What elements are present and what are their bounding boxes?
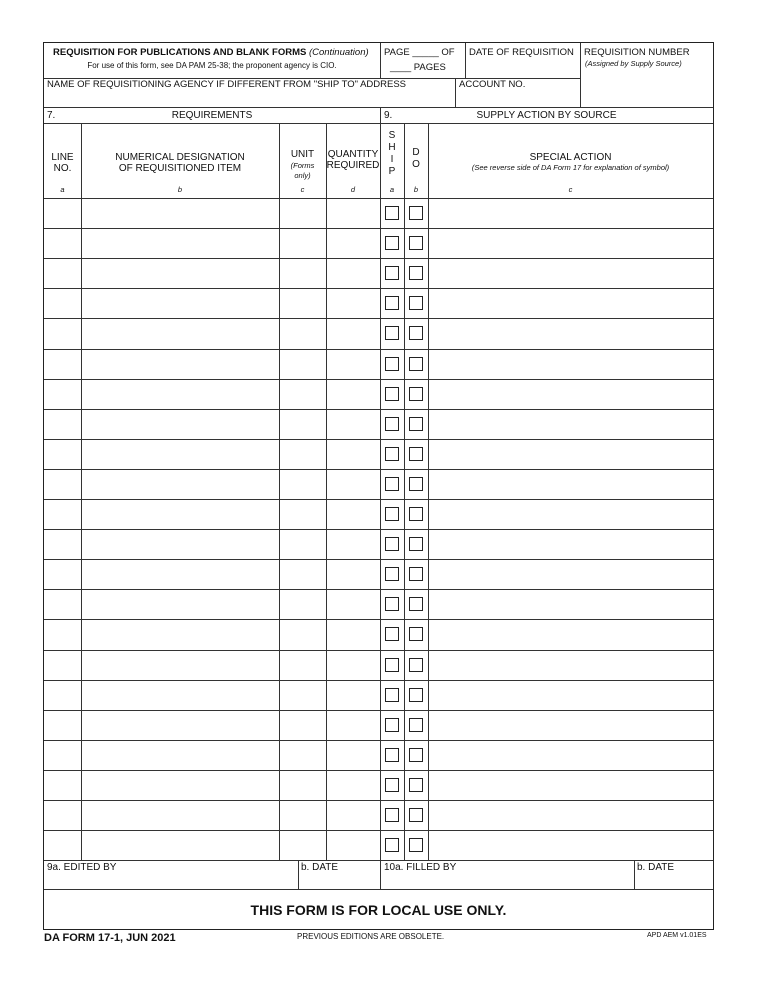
quantity-field[interactable] — [327, 471, 379, 497]
do-checkbox[interactable] — [409, 326, 423, 340]
do-checkbox[interactable] — [409, 387, 423, 401]
requisition-number-note: (Assigned by Supply Source) — [585, 59, 682, 68]
edited-date-label: b. DATE — [301, 862, 339, 873]
do-checkbox[interactable] — [409, 477, 423, 491]
unit-field[interactable] — [280, 200, 325, 226]
line-no-field[interactable] — [45, 290, 80, 316]
quantity-field[interactable] — [327, 441, 379, 467]
section-7-number: 7. — [47, 110, 56, 121]
table-row — [44, 258, 713, 288]
unit-field[interactable] — [280, 712, 325, 738]
special-action-field[interactable] — [429, 652, 712, 678]
table-row — [44, 559, 713, 589]
edited-date-field[interactable] — [299, 874, 379, 888]
do-checkbox[interactable] — [409, 567, 423, 581]
requisition-form — [43, 42, 714, 930]
ship-checkbox[interactable] — [385, 206, 399, 220]
quantity-field[interactable] — [327, 802, 379, 828]
special-action-field[interactable] — [429, 381, 712, 407]
ship-checkbox[interactable] — [385, 688, 399, 702]
item-designation-field[interactable] — [82, 351, 278, 377]
quantity-field[interactable] — [327, 200, 379, 226]
unit-field[interactable] — [280, 351, 325, 377]
item-designation-field[interactable] — [82, 381, 278, 407]
col-special-action-header: SPECIAL ACTION — [529, 152, 612, 163]
line-no-field[interactable] — [45, 260, 80, 286]
item-designation-field[interactable] — [82, 320, 278, 346]
line-no-field[interactable] — [45, 471, 80, 497]
item-designation-field[interactable] — [82, 802, 278, 828]
do-checkbox[interactable] — [409, 718, 423, 732]
quantity-field[interactable] — [327, 652, 379, 678]
col-letter-c: c — [300, 185, 305, 194]
col-special-action-note: (See reverse side of DA Form 17 for explanation of symbol) — [471, 163, 670, 172]
do-checkbox[interactable] — [409, 507, 423, 521]
ship-checkbox[interactable] — [385, 597, 399, 611]
special-action-field[interactable] — [429, 531, 712, 557]
quantity-field[interactable] — [327, 591, 379, 617]
special-action-field[interactable] — [429, 260, 712, 286]
item-designation-field[interactable] — [82, 531, 278, 557]
item-designation-field[interactable] — [82, 682, 278, 708]
unit-field[interactable] — [280, 742, 325, 768]
unit-field[interactable] — [280, 832, 325, 858]
ship-checkbox[interactable] — [385, 658, 399, 672]
line-no-field[interactable] — [45, 441, 80, 467]
item-designation-field[interactable] — [82, 200, 278, 226]
quantity-field[interactable] — [327, 742, 379, 768]
col-ship-header: S H I P — [388, 130, 396, 177]
quantity-field[interactable] — [327, 712, 379, 738]
line-no-field[interactable] — [45, 351, 80, 377]
special-action-field[interactable] — [429, 682, 712, 708]
col-letter-a: a — [60, 185, 65, 194]
obsolete-note: PREVIOUS EDITIONS ARE OBSOLETE. — [297, 932, 445, 941]
ship-checkbox[interactable] — [385, 838, 399, 852]
ship-checkbox[interactable] — [385, 567, 399, 581]
table-row — [44, 710, 713, 740]
col-line-header: LINE NO. — [51, 152, 74, 174]
quantity-field[interactable] — [327, 621, 379, 647]
do-checkbox[interactable] — [409, 688, 423, 702]
line-no-field[interactable] — [45, 652, 80, 678]
line-no-field[interactable] — [45, 591, 80, 617]
table-row — [44, 469, 713, 499]
special-action-field[interactable] — [429, 742, 712, 768]
filled-by-label: 10a. FILLED BY — [384, 862, 457, 873]
unit-field[interactable] — [280, 471, 325, 497]
ship-checkbox[interactable] — [385, 266, 399, 280]
agency-field[interactable] — [45, 91, 454, 106]
do-checkbox[interactable] — [409, 808, 423, 822]
table-row — [44, 349, 713, 379]
line-no-field[interactable] — [45, 712, 80, 738]
table-row — [44, 288, 713, 318]
table-row — [44, 379, 713, 409]
edited-by-field[interactable] — [45, 874, 297, 888]
special-action-field[interactable] — [429, 351, 712, 377]
filled-date-label: b. DATE — [637, 862, 675, 873]
col-designation-header: NUMERICAL DESIGNATION OF REQUISITIONED ITEM — [115, 152, 245, 174]
special-action-field[interactable] — [429, 471, 712, 497]
item-designation-field[interactable] — [82, 230, 278, 256]
unit-field[interactable] — [280, 621, 325, 647]
line-no-field[interactable] — [45, 742, 80, 768]
unit-field[interactable] — [280, 802, 325, 828]
table-row — [44, 529, 713, 559]
edited-by-label: 9a. EDITED BY — [47, 862, 117, 873]
ship-checkbox[interactable] — [385, 778, 399, 792]
ship-checkbox[interactable] — [385, 296, 399, 310]
agency-label: NAME OF REQUISITIONING AGENCY IF DIFFERENT FROM "SHIP TO" ADDRESS — [47, 79, 407, 90]
special-action-field[interactable] — [429, 621, 712, 647]
table-row — [44, 680, 713, 710]
do-checkbox[interactable] — [409, 236, 423, 250]
line-no-field[interactable] — [45, 411, 80, 437]
item-designation-field[interactable] — [82, 652, 278, 678]
table-row — [44, 439, 713, 469]
quantity-field[interactable] — [327, 682, 379, 708]
line-no-field[interactable] — [45, 561, 80, 587]
item-designation-field[interactable] — [82, 621, 278, 647]
quantity-field[interactable] — [327, 411, 379, 437]
do-checkbox[interactable] — [409, 748, 423, 762]
form-subtitle: For use of this form, see DA PAM 25-38; the proponent agency is CIO. — [87, 61, 337, 70]
section-9-title: SUPPLY ACTION BY SOURCE — [476, 110, 617, 121]
quantity-field[interactable] — [327, 381, 379, 407]
item-designation-field[interactable] — [82, 772, 278, 798]
ship-checkbox[interactable] — [385, 507, 399, 521]
col-do-header: D O — [412, 147, 420, 170]
ship-checkbox[interactable] — [385, 236, 399, 250]
date-of-requisition-field[interactable] — [466, 60, 580, 77]
unit-field[interactable] — [280, 290, 325, 316]
line-no-field[interactable] — [45, 682, 80, 708]
table-row — [44, 830, 713, 860]
filled-by-field[interactable] — [381, 874, 633, 888]
table-row — [44, 198, 713, 228]
table-row — [44, 770, 713, 800]
line-no-field[interactable] — [45, 320, 80, 346]
ship-checkbox[interactable] — [385, 718, 399, 732]
quantity-field[interactable] — [327, 320, 379, 346]
ship-checkbox[interactable] — [385, 387, 399, 401]
quantity-field[interactable] — [327, 290, 379, 316]
do-checkbox[interactable] — [409, 778, 423, 792]
do-checkbox[interactable] — [409, 447, 423, 461]
quantity-field[interactable] — [327, 260, 379, 286]
ship-checkbox[interactable] — [385, 808, 399, 822]
ship-checkbox[interactable] — [385, 748, 399, 762]
col-quantity-header: QUANTITY REQUIRED — [326, 149, 380, 171]
do-checkbox[interactable] — [409, 627, 423, 641]
item-designation-field[interactable] — [82, 742, 278, 768]
special-action-field[interactable] — [429, 230, 712, 256]
quantity-field[interactable] — [327, 351, 379, 377]
date-of-requisition-label: DATE OF REQUISITION — [469, 47, 574, 58]
quantity-field[interactable] — [327, 772, 379, 798]
special-action-field[interactable] — [429, 441, 712, 467]
line-no-field[interactable] — [45, 531, 80, 557]
item-designation-field[interactable] — [82, 712, 278, 738]
special-action-field[interactable] — [429, 290, 712, 316]
unit-field[interactable] — [280, 230, 325, 256]
unit-field[interactable] — [280, 501, 325, 527]
col-letter-special-c: c — [568, 185, 573, 194]
quantity-field[interactable] — [327, 561, 379, 587]
ship-checkbox[interactable] — [385, 537, 399, 551]
table-row — [44, 228, 713, 258]
line-no-field[interactable] — [45, 381, 80, 407]
section-9-number: 9. — [384, 110, 393, 121]
line-no-field[interactable] — [45, 230, 80, 256]
unit-field[interactable] — [280, 441, 325, 467]
do-checkbox[interactable] — [409, 357, 423, 371]
ship-checkbox[interactable] — [385, 326, 399, 340]
item-designation-field[interactable] — [82, 411, 278, 437]
special-action-field[interactable] — [429, 832, 712, 858]
requisition-number-label: REQUISITION NUMBER — [584, 47, 690, 58]
quantity-field[interactable] — [327, 230, 379, 256]
special-action-field[interactable] — [429, 802, 712, 828]
special-action-field[interactable] — [429, 411, 712, 437]
item-designation-field[interactable] — [82, 290, 278, 316]
item-designation-field[interactable] — [82, 471, 278, 497]
line-no-field[interactable] — [45, 832, 80, 858]
col-letter-do-b: b — [413, 185, 419, 194]
do-checkbox[interactable] — [409, 658, 423, 672]
col-unit-note: (Forms only) — [290, 161, 315, 180]
ship-checkbox[interactable] — [385, 477, 399, 491]
unit-field[interactable] — [280, 652, 325, 678]
do-checkbox[interactable] — [409, 417, 423, 431]
line-no-field[interactable] — [45, 200, 80, 226]
special-action-field[interactable] — [429, 501, 712, 527]
account-no-label: ACCOUNT NO. — [459, 79, 526, 90]
form-title: REQUISITION FOR PUBLICATIONS AND BLANK FORMS (Continuation) — [53, 47, 369, 58]
table-row — [44, 499, 713, 529]
item-designation-field[interactable] — [82, 591, 278, 617]
do-checkbox[interactable] — [409, 838, 423, 852]
filled-date-field[interactable] — [635, 874, 712, 888]
do-checkbox[interactable] — [409, 296, 423, 310]
col-letter-ship-a: a — [389, 185, 395, 194]
do-checkbox[interactable] — [409, 206, 423, 220]
line-no-field[interactable] — [45, 501, 80, 527]
special-action-field[interactable] — [429, 772, 712, 798]
account-no-field[interactable] — [456, 91, 579, 106]
table-row — [44, 800, 713, 830]
quantity-field[interactable] — [327, 501, 379, 527]
version-label: APD AEM v1.01ES — [647, 932, 707, 939]
col-letter-d: d — [350, 185, 356, 194]
form-id: DA FORM 17-1, JUN 2021 — [44, 932, 176, 944]
item-designation-field[interactable] — [82, 832, 278, 858]
page-label: PAGE _____ OF — [384, 47, 455, 58]
special-action-field[interactable] — [429, 591, 712, 617]
item-designation-field[interactable] — [82, 561, 278, 587]
unit-field[interactable] — [280, 561, 325, 587]
section-7-title: REQUIREMENTS — [171, 110, 253, 121]
table-row — [44, 619, 713, 649]
table-row — [44, 409, 713, 439]
unit-field[interactable] — [280, 260, 325, 286]
table-row — [44, 318, 713, 348]
line-no-field[interactable] — [45, 621, 80, 647]
table-row — [44, 589, 713, 619]
pages-label: ____ PAGES — [390, 62, 446, 73]
special-action-field[interactable] — [429, 712, 712, 738]
special-action-field[interactable] — [429, 200, 712, 226]
special-action-field[interactable] — [429, 320, 712, 346]
unit-field[interactable] — [280, 772, 325, 798]
table-row — [44, 740, 713, 770]
quantity-field[interactable] — [327, 832, 379, 858]
special-action-field[interactable] — [429, 561, 712, 587]
unit-field[interactable] — [280, 591, 325, 617]
line-no-field[interactable] — [45, 772, 80, 798]
quantity-field[interactable] — [327, 531, 379, 557]
table-row — [44, 650, 713, 680]
unit-field[interactable] — [280, 411, 325, 437]
unit-field[interactable] — [280, 381, 325, 407]
item-designation-field[interactable] — [82, 501, 278, 527]
ship-checkbox[interactable] — [385, 447, 399, 461]
do-checkbox[interactable] — [409, 597, 423, 611]
unit-field[interactable] — [280, 320, 325, 346]
requisition-number-field[interactable] — [581, 71, 713, 105]
col-unit-header: UNIT — [290, 149, 315, 160]
item-designation-field[interactable] — [82, 441, 278, 467]
do-checkbox[interactable] — [409, 537, 423, 551]
ship-checkbox[interactable] — [385, 417, 399, 431]
item-designation-field[interactable] — [82, 260, 278, 286]
ship-checkbox[interactable] — [385, 627, 399, 641]
line-no-field[interactable] — [45, 802, 80, 828]
col-letter-b: b — [177, 185, 183, 194]
ship-checkbox[interactable] — [385, 357, 399, 371]
unit-field[interactable] — [280, 682, 325, 708]
unit-field[interactable] — [280, 531, 325, 557]
do-checkbox[interactable] — [409, 266, 423, 280]
local-use-notice: THIS FORM IS FOR LOCAL USE ONLY. — [250, 902, 507, 918]
